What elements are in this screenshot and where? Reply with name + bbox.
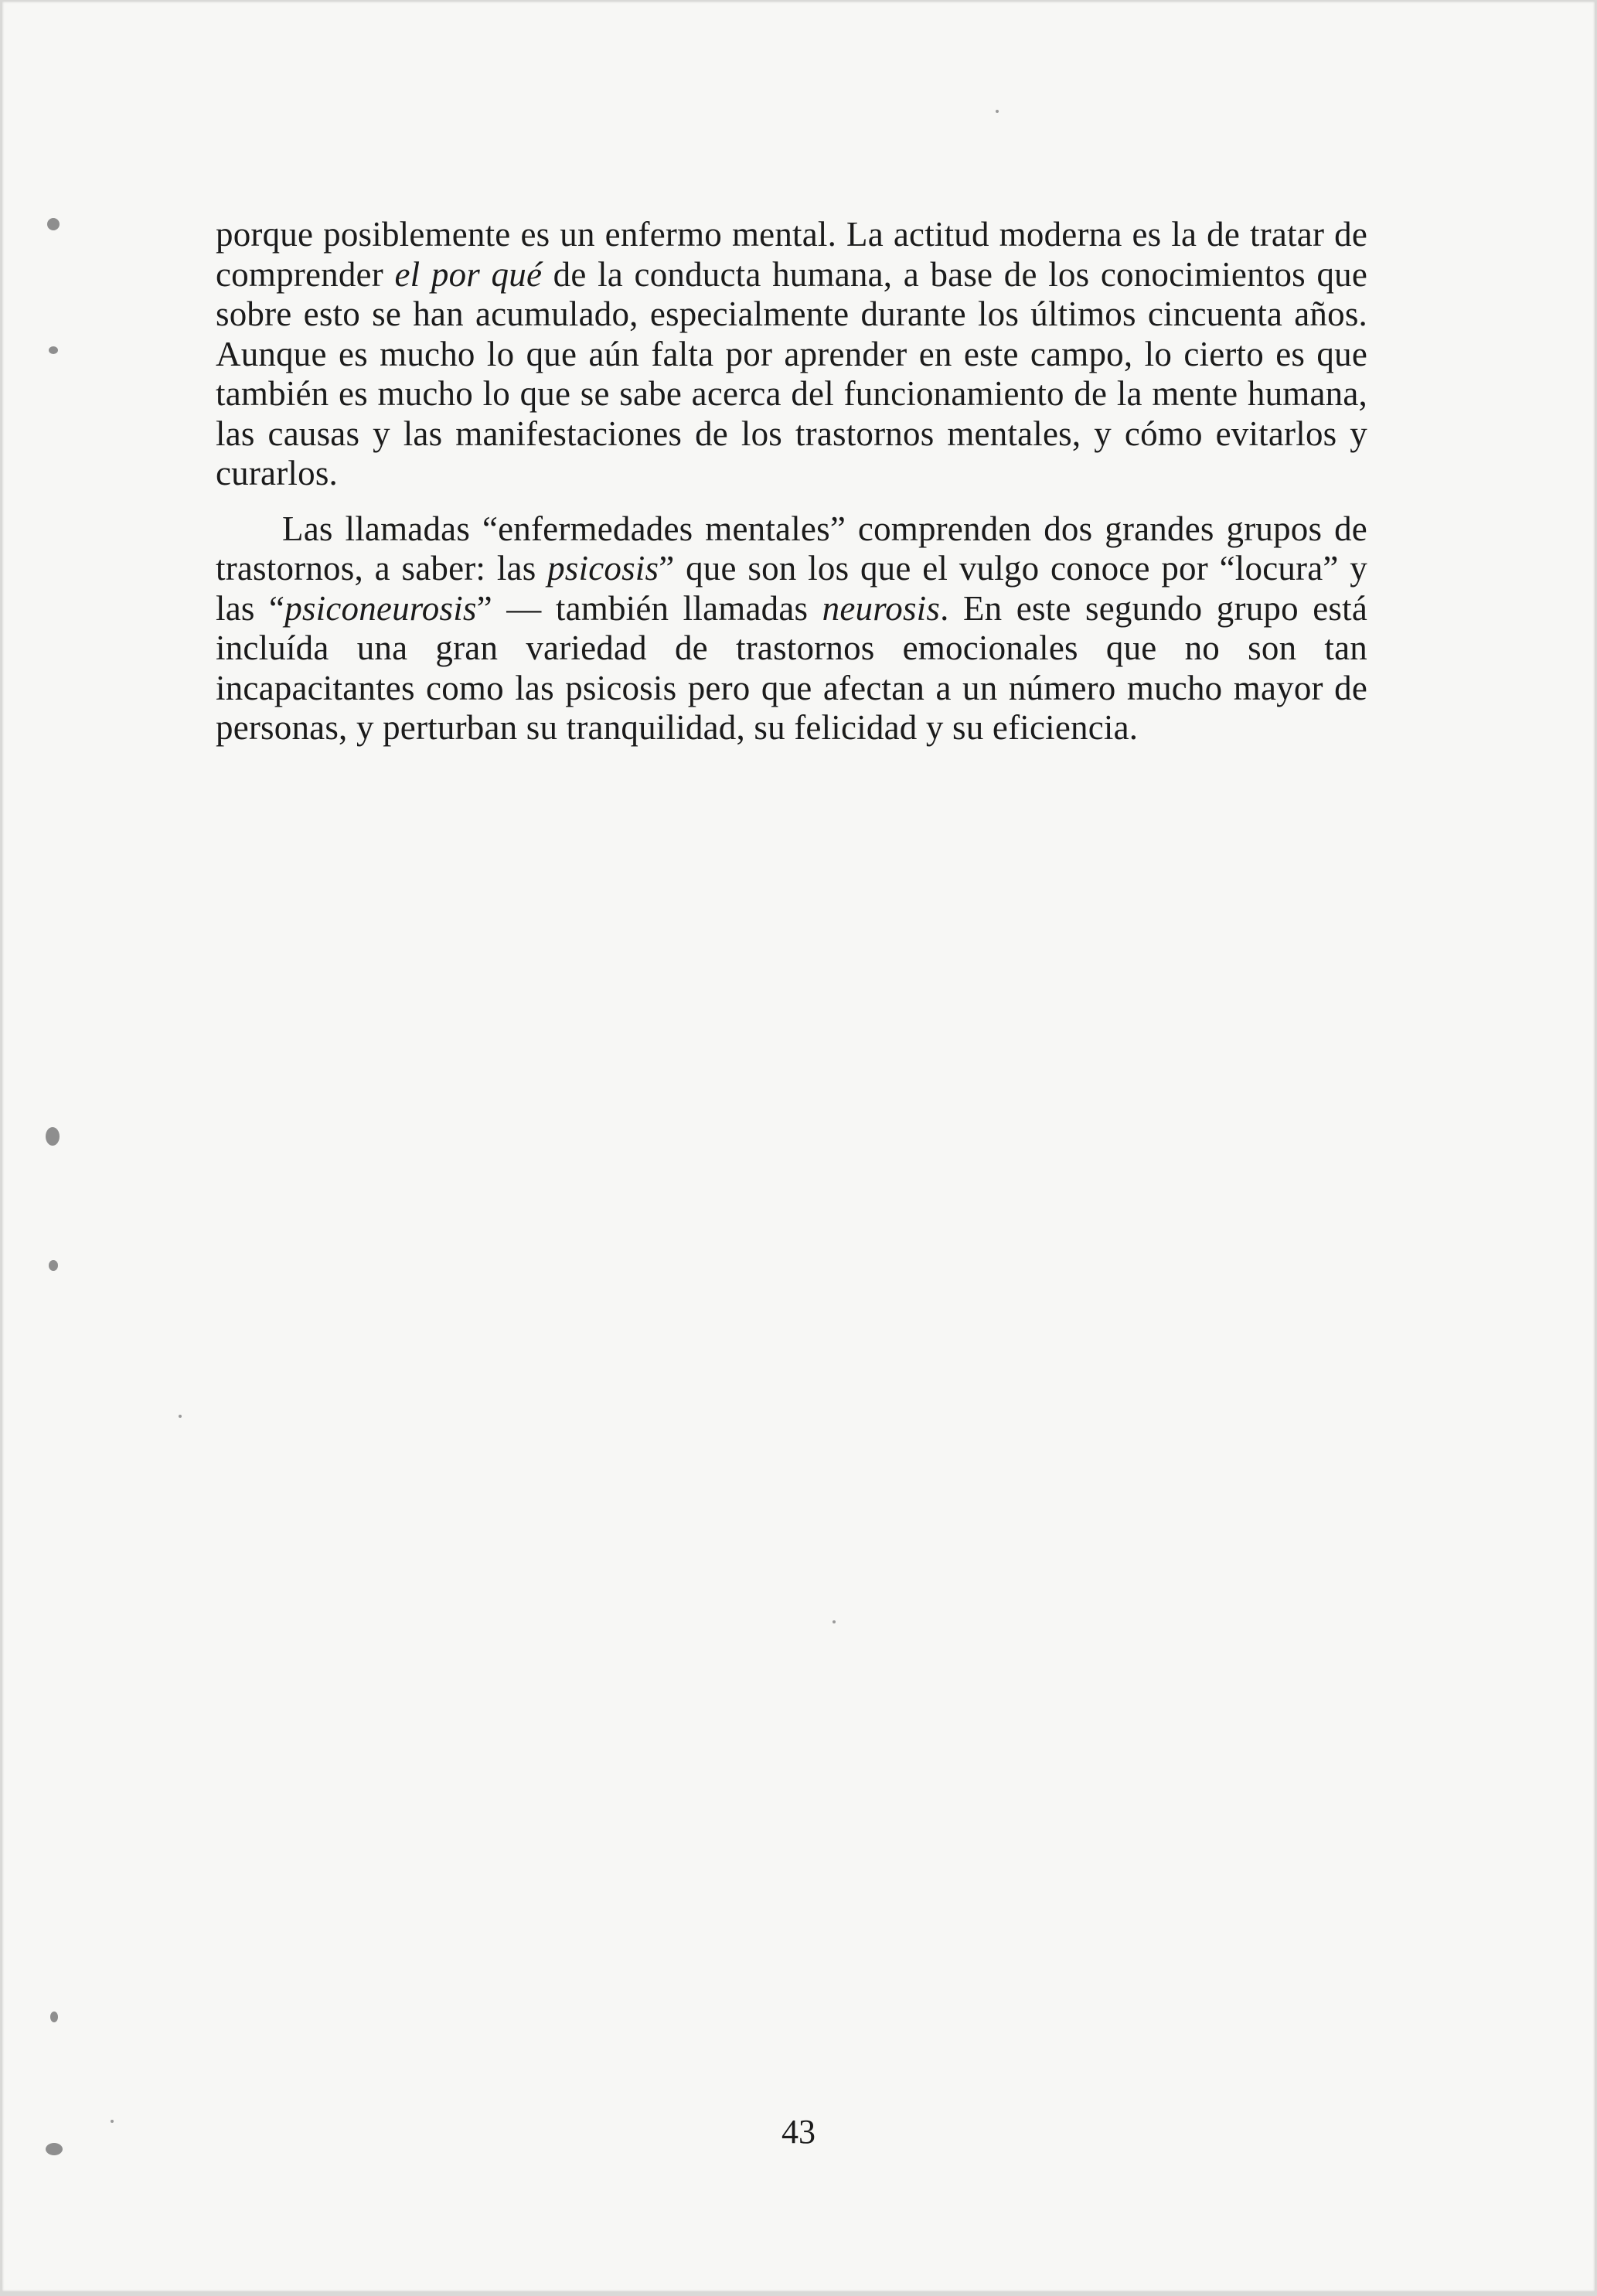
text-run-italic: neurosis — [822, 588, 941, 628]
body-text — [216, 215, 1367, 748]
binding-hole-mark — [49, 346, 58, 354]
page-number: 43 — [781, 2113, 816, 2151]
paragraph-2 — [216, 509, 1367, 748]
binding-hole-mark — [49, 1260, 58, 1271]
binding-hole-mark — [46, 1127, 60, 1146]
paper-speck — [996, 110, 999, 113]
paragraph-1 — [216, 215, 1367, 494]
paper-speck — [833, 1620, 836, 1623]
text-run: . En este segundo grupo está incluída una gran variedad de trastornos emocionales que no son tan incapacitantes como las psicosis pero que afectan a un número mucho mayor de personas, y perturban su tranquilidad, su felicidad y su eficiencia. — [216, 588, 1367, 747]
text-run: Las llamadas “enfermedades mentales” comprenden dos grandes grupos de trastornos, a saber: las — [216, 509, 1367, 588]
text-run: porque posiblemente es un enfermo mental. La actitud moderna es la de tratar de comprender — [216, 215, 1367, 294]
text-run-italic: psiconeurosis — [284, 588, 477, 628]
text-run: ” que son los que el vulgo conoce por “locura” y las “ — [216, 549, 1367, 628]
text-run: de la conducta humana, a base de los conocimientos que sobre esto se han acumulado, especialmente durante los últimos cincuenta años. Aunque es mucho lo que aún falta por aprender en este campo, lo cierto es que también es mucho lo que se sabe acerca del funcionamiento de la mente humana, las causas y las manifestaciones de los trastornos mentales, y cómo evitarlos y curarlos. — [216, 254, 1368, 492]
text-run: ” — también llamadas — [476, 588, 822, 628]
text-run-italic: el por qué — [394, 254, 543, 294]
binding-hole-mark — [50, 2012, 58, 2022]
paper-speck — [179, 1415, 182, 1418]
document-page — [2, 2, 1595, 2291]
binding-hole-mark — [47, 218, 60, 230]
text-run-italic: psicosis — [547, 549, 659, 588]
